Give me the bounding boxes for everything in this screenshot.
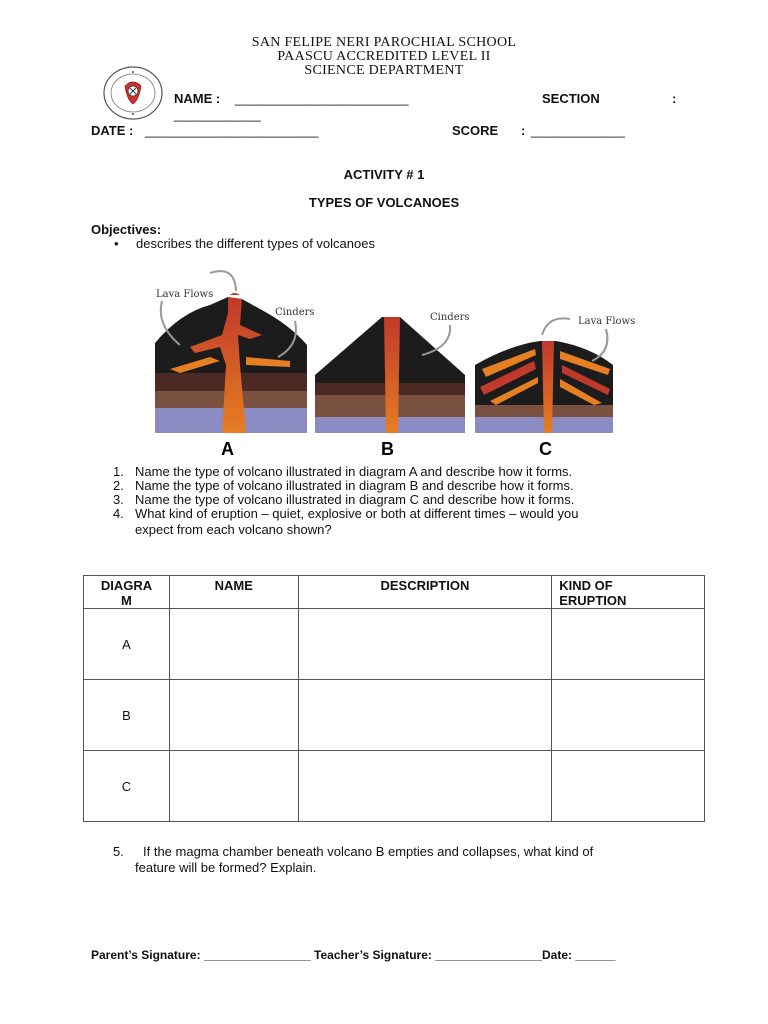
question-5 — [113, 845, 693, 875]
q5-num: 5. — [113, 844, 124, 859]
label-c: C — [539, 439, 552, 459]
col-kind: KIND OF ERUPTION — [552, 576, 705, 609]
section-line[interactable]: ____________ — [174, 107, 261, 122]
label-a: A — [221, 439, 234, 459]
a-cinders-label: Cinders — [275, 307, 315, 318]
row-label: A — [84, 609, 170, 680]
cell-description[interactable] — [298, 751, 552, 822]
activity-number: ACTIVITY # 1 — [343, 167, 425, 182]
signature-footer — [91, 948, 615, 962]
date-line[interactable]: ________________________ — [145, 123, 319, 138]
question-item: 1. Name the type of volcano illustrated in diagram A and describe how it forms. — [113, 464, 573, 479]
col-description: DESCRIPTION — [298, 576, 552, 609]
label-b: B — [381, 439, 394, 459]
row-label: B — [84, 680, 170, 751]
name-line[interactable]: ________________________ — [235, 91, 409, 106]
date-label: DATE : — [91, 123, 134, 138]
volcano-b — [315, 312, 470, 433]
volcano-c — [475, 316, 635, 433]
question-item: 2. Name the type of volcano illustrated in diagram B and describe how it forms. — [113, 478, 574, 493]
objective-text: describes the different types of volcanoes — [136, 236, 375, 251]
section-label: SECTION — [542, 91, 600, 106]
row-label: C — [84, 751, 170, 822]
parent-signature[interactable]: Parent’s Signature: ________________ — [91, 948, 311, 962]
question-item: 3. Name the type of volcano illustrated in diagram C and describe how it forms. — [113, 492, 575, 507]
cell-description[interactable] — [298, 609, 552, 680]
objective-item — [114, 236, 375, 251]
q5-continuation: feature will be formed? Explain. — [135, 860, 317, 875]
cell-name[interactable] — [169, 609, 298, 680]
cell-name[interactable] — [169, 680, 298, 751]
question-item: 4. What kind of eruption – quiet, explosive or both at different times – would you — [113, 506, 579, 521]
name-label: NAME : — [174, 91, 221, 106]
score-line[interactable]: _____________ — [531, 123, 625, 138]
table-row — [84, 680, 705, 751]
col-diagram: DIAGRA M — [84, 576, 170, 609]
table-row — [84, 751, 705, 822]
section-colon: : — [672, 91, 677, 106]
cell-description[interactable] — [298, 680, 552, 751]
activity-title: TYPES OF VOLCANOES — [308, 195, 460, 210]
cell-kind[interactable] — [552, 609, 705, 680]
cell-kind[interactable] — [552, 680, 705, 751]
question-list — [113, 465, 673, 537]
accreditation: PAASCU ACCREDITED LEVEL II — [277, 49, 491, 64]
c-lava-label: Lava Flows — [578, 316, 636, 327]
b-cinders-label: Cinders — [430, 312, 470, 323]
q5-text: If the magma chamber beneath volcano B empties and collapses, what kind of — [143, 844, 594, 859]
question-continuation: expect from each volcano shown? — [135, 522, 332, 537]
answer-table — [83, 575, 705, 822]
score-colon: : — [521, 123, 526, 138]
table-header-row — [84, 576, 705, 609]
department: SCIENCE DEPARTMENT — [304, 63, 464, 78]
footer-date[interactable]: Date: ______ — [541, 948, 616, 962]
teacher-signature[interactable]: Teacher’s Signature: ________________ — [314, 948, 542, 962]
volcano-figure — [150, 265, 636, 460]
cell-kind[interactable] — [552, 751, 705, 822]
objectives-label: Objectives: — [91, 222, 162, 237]
col-name: NAME — [169, 576, 298, 609]
volcano-a — [155, 271, 315, 433]
cell-name[interactable] — [169, 751, 298, 822]
score-label: SCORE — [452, 123, 499, 138]
table-row — [84, 609, 705, 680]
bullet: • — [114, 236, 119, 251]
school-name: SAN FELIPE NERI PAROCHIAL SCHOOL — [251, 35, 517, 50]
a-lava-label: Lava Flows — [156, 289, 214, 300]
